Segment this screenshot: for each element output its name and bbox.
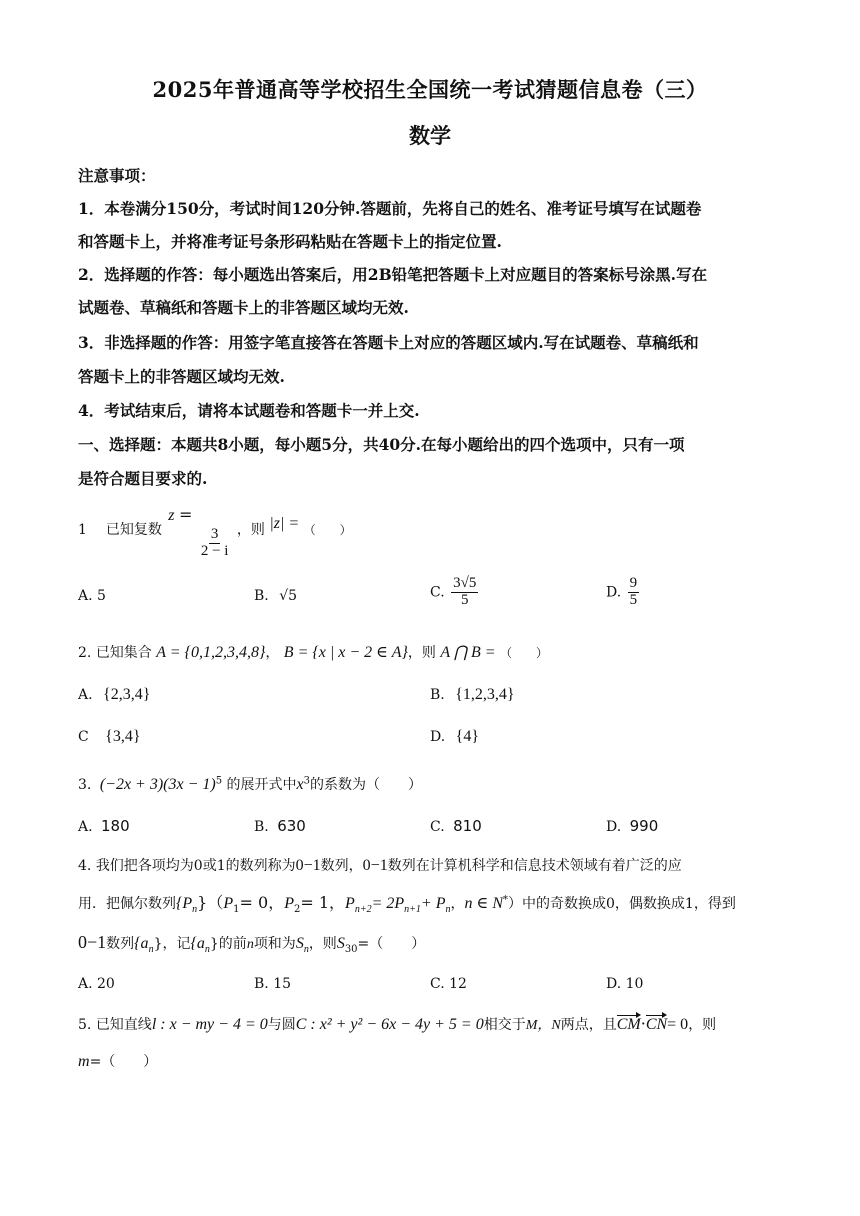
question-text: 数列 xyxy=(106,936,135,952)
notice-line: 4．考试结束后，请将本试题卷和答题卡一并上交. xyxy=(78,401,420,420)
q4-option-d xyxy=(606,976,643,992)
option-label: D. xyxy=(606,976,622,992)
subscript: n xyxy=(445,903,451,915)
math-term: S xyxy=(336,935,345,952)
math-term: 0−1 xyxy=(295,857,321,874)
exam-subject: 数学 xyxy=(409,123,451,148)
question-4 xyxy=(78,855,682,875)
math-term: = 0， xyxy=(239,893,285,912)
math-term: P xyxy=(345,895,355,912)
fraction xyxy=(451,576,478,609)
fraction-numerator: 3√5 xyxy=(453,575,477,591)
option-label: C. xyxy=(430,819,445,835)
math-term: {P xyxy=(176,895,193,912)
set-a: A = {0,1,2,3,4,8} xyxy=(156,644,266,661)
math-term: + P xyxy=(420,895,446,912)
question-text: 数列， xyxy=(320,858,363,874)
q2-option-b xyxy=(430,686,515,704)
option-label: C xyxy=(78,729,89,745)
math-term: S xyxy=(295,935,304,952)
question-text: 已知直线 xyxy=(95,1017,152,1033)
subscript: n xyxy=(303,943,309,955)
notice-line: 2．选择题的作答：每小题选出答案后，用2B铅笔把答题卡上对应题目的答案标号涂黑.写在 xyxy=(78,265,708,284)
option-label: D. xyxy=(606,819,622,835)
line-equation: l : x − my − 4 = 0 xyxy=(151,1016,268,1033)
separator: ， xyxy=(265,645,280,661)
math-term: = 2P xyxy=(371,895,405,912)
fraction-numerator: 9 xyxy=(629,575,638,591)
option-value: 990 xyxy=(629,817,659,835)
q2-option-c xyxy=(78,728,141,746)
abs-z: |z| = xyxy=(269,515,300,532)
notice-heading: 注意事项： xyxy=(78,166,156,185)
subscript: n xyxy=(148,943,154,955)
option-label: A. xyxy=(78,976,93,992)
option-value: 12 xyxy=(449,976,467,992)
subscript: 1 xyxy=(233,903,240,915)
fraction xyxy=(628,576,640,609)
question-text: ，则 xyxy=(236,522,265,538)
question-text: 与圆 xyxy=(267,1017,296,1033)
question-text: 项和为 xyxy=(253,936,296,952)
question-number: 2. xyxy=(78,645,92,661)
question-text: 相交于 xyxy=(483,1017,526,1033)
math-term: 0−1 xyxy=(362,857,388,874)
circle-equation: C : x² + y² − 6x − 4y + 5 = 0 xyxy=(295,1016,484,1033)
subscript: n+2 xyxy=(354,903,372,915)
math-term: n ∈ N xyxy=(464,895,503,912)
option-label: A. xyxy=(78,687,93,703)
q1-option-d xyxy=(606,576,641,609)
option-label: C. xyxy=(430,976,445,992)
question-text: 用．把佩尔数列 xyxy=(78,896,176,912)
q3-option-d xyxy=(606,817,658,835)
fraction-denominator: 5 xyxy=(629,591,638,608)
question-4-line-2 xyxy=(78,890,736,915)
q3-option-c xyxy=(430,817,482,835)
q3-option-b xyxy=(254,817,306,835)
option-value: 810 xyxy=(453,817,482,835)
option-value: 5 xyxy=(97,588,106,604)
notice-line: 试题卷、草稿纸和答题卡上的非答题区域均无效. xyxy=(78,298,409,317)
expression: (−2x + 3)(3x − 1) xyxy=(99,776,216,793)
option-label: B. xyxy=(430,687,445,703)
question-number: 4. xyxy=(78,858,92,874)
subscript: n xyxy=(204,943,210,955)
option-value: 630 xyxy=(277,817,306,835)
option-value: 15 xyxy=(273,976,292,992)
q1-option-c xyxy=(430,576,480,609)
equals: = xyxy=(178,505,193,524)
fraction-denominator: 2 − i xyxy=(200,542,229,559)
question-number: 3. xyxy=(78,777,92,793)
term: x xyxy=(296,776,304,793)
vector-cn: CN xyxy=(645,1016,668,1033)
section-heading: 一、选择题：本题共8小题，每小题5分，共40分.在每小题给出的四个选项中，只有一项 xyxy=(78,435,685,454)
superscript: * xyxy=(503,894,508,906)
math-term: {a xyxy=(134,935,149,952)
section-heading-cont: 是符合题目要求的. xyxy=(78,469,208,488)
math-term: P xyxy=(284,895,294,912)
option-label: B. xyxy=(254,976,269,992)
q1-option-a xyxy=(78,588,106,604)
subscript: 2 xyxy=(293,903,301,915)
option-value: {3,4} xyxy=(105,728,141,745)
question-text: =（ ） xyxy=(357,936,426,952)
math-term: n xyxy=(246,937,254,952)
notice-line: 和答题卡上，并将准考证号条形码粘贴在答题卡上的指定位置. xyxy=(78,232,502,251)
points: M，N xyxy=(525,1018,561,1033)
option-value: √5 xyxy=(279,588,298,604)
fraction-numerator: 3 xyxy=(210,526,219,542)
intersection: A ⋂ B = xyxy=(440,644,496,661)
notice-line: 3．非选择题的作答：用签字笔直接答在答题卡上对应的答题区域内.写在试题卷、草稿纸和 xyxy=(78,333,699,352)
question-text: 数列在计算机科学和信息技术领域有着广泛的应 xyxy=(387,858,682,874)
answer-blank: （ ） xyxy=(303,523,352,537)
question-text: ， xyxy=(450,896,465,912)
math-term: {a xyxy=(190,935,205,952)
question-text: ，则 xyxy=(688,1017,717,1033)
answer-blank: =（ ） xyxy=(89,1054,158,1070)
q3-option-a xyxy=(78,817,130,835)
dot-operator: · xyxy=(640,1014,646,1033)
question-1 xyxy=(78,505,352,560)
answer-blank: （ ） xyxy=(499,646,548,660)
var-z: z xyxy=(168,507,175,524)
q4-option-a xyxy=(78,976,115,992)
question-text: ，则 xyxy=(407,645,436,661)
q1-option-b xyxy=(254,588,297,604)
vector-cm: CM xyxy=(616,1016,641,1033)
option-label: D. xyxy=(430,729,446,745)
notice-line: 1．本卷满分150分，考试时间120分钟.答题前，先将自己的姓名、准考证号填写在试题卷 xyxy=(78,199,702,218)
notice-line: 答题卡上的非答题区域均无效. xyxy=(78,367,285,386)
var-m: m xyxy=(78,1053,90,1070)
question-text: }的前 xyxy=(209,936,247,952)
option-value: 20 xyxy=(97,976,115,992)
set-b: B = {x | x − 2 ∈ A} xyxy=(283,644,408,661)
question-text: 我们把各项均为0或1的数列称为 xyxy=(95,858,296,874)
math-term: P xyxy=(223,895,234,912)
option-label: B. xyxy=(254,588,269,604)
question-4-line-3 xyxy=(78,932,425,955)
fraction xyxy=(199,527,231,560)
question-text: ）中的奇数换成0，偶数换成1，得到 xyxy=(508,896,736,912)
question-3 xyxy=(78,774,422,794)
subscript: 30 xyxy=(344,943,358,955)
question-2 xyxy=(78,642,548,662)
math-term: = 1， xyxy=(300,893,346,912)
question-text: }，记 xyxy=(153,936,191,952)
subscript: n xyxy=(192,903,198,915)
exponent: 3 xyxy=(303,775,311,787)
exam-title: 2025年普通高等学校招生全国统一考试猜题信息卷（三） xyxy=(152,77,708,102)
option-label: B. xyxy=(254,819,269,835)
equals-zero: = 0 xyxy=(667,1016,689,1033)
exponent: 5 xyxy=(215,775,223,787)
option-value: 10 xyxy=(625,976,644,992)
question-text: 两点，且 xyxy=(560,1017,617,1033)
fraction-denominator: 5 xyxy=(460,591,469,608)
question-number: 5. xyxy=(78,1017,92,1033)
q4-option-c xyxy=(430,976,467,992)
q2-option-d xyxy=(430,728,479,746)
q2-option-a xyxy=(78,686,150,704)
option-label: D. xyxy=(606,584,622,601)
question-text: ，则 xyxy=(308,936,337,952)
option-value: {4} xyxy=(455,728,479,745)
question-text: 的展开式中 xyxy=(226,777,297,793)
subscript: n+1 xyxy=(404,903,421,915)
option-label: A. xyxy=(78,819,93,835)
q4-option-b xyxy=(254,976,291,992)
question-5-line-2 xyxy=(78,1051,157,1071)
question-number: 1 xyxy=(78,522,87,538)
option-value: {1,2,3,4} xyxy=(455,686,515,703)
option-value: {2,3,4} xyxy=(103,686,151,703)
option-label: A. xyxy=(78,588,93,604)
question-text: 的系数为（ ） xyxy=(310,777,423,793)
question-text: 已知复数 xyxy=(105,522,162,538)
option-value: 180 xyxy=(101,817,130,835)
math-term: }（ xyxy=(197,893,224,912)
option-label: C. xyxy=(430,584,445,601)
question-5 xyxy=(78,1014,716,1034)
math-term: 0−1 xyxy=(78,932,107,952)
question-text: 已知集合 xyxy=(95,645,152,661)
